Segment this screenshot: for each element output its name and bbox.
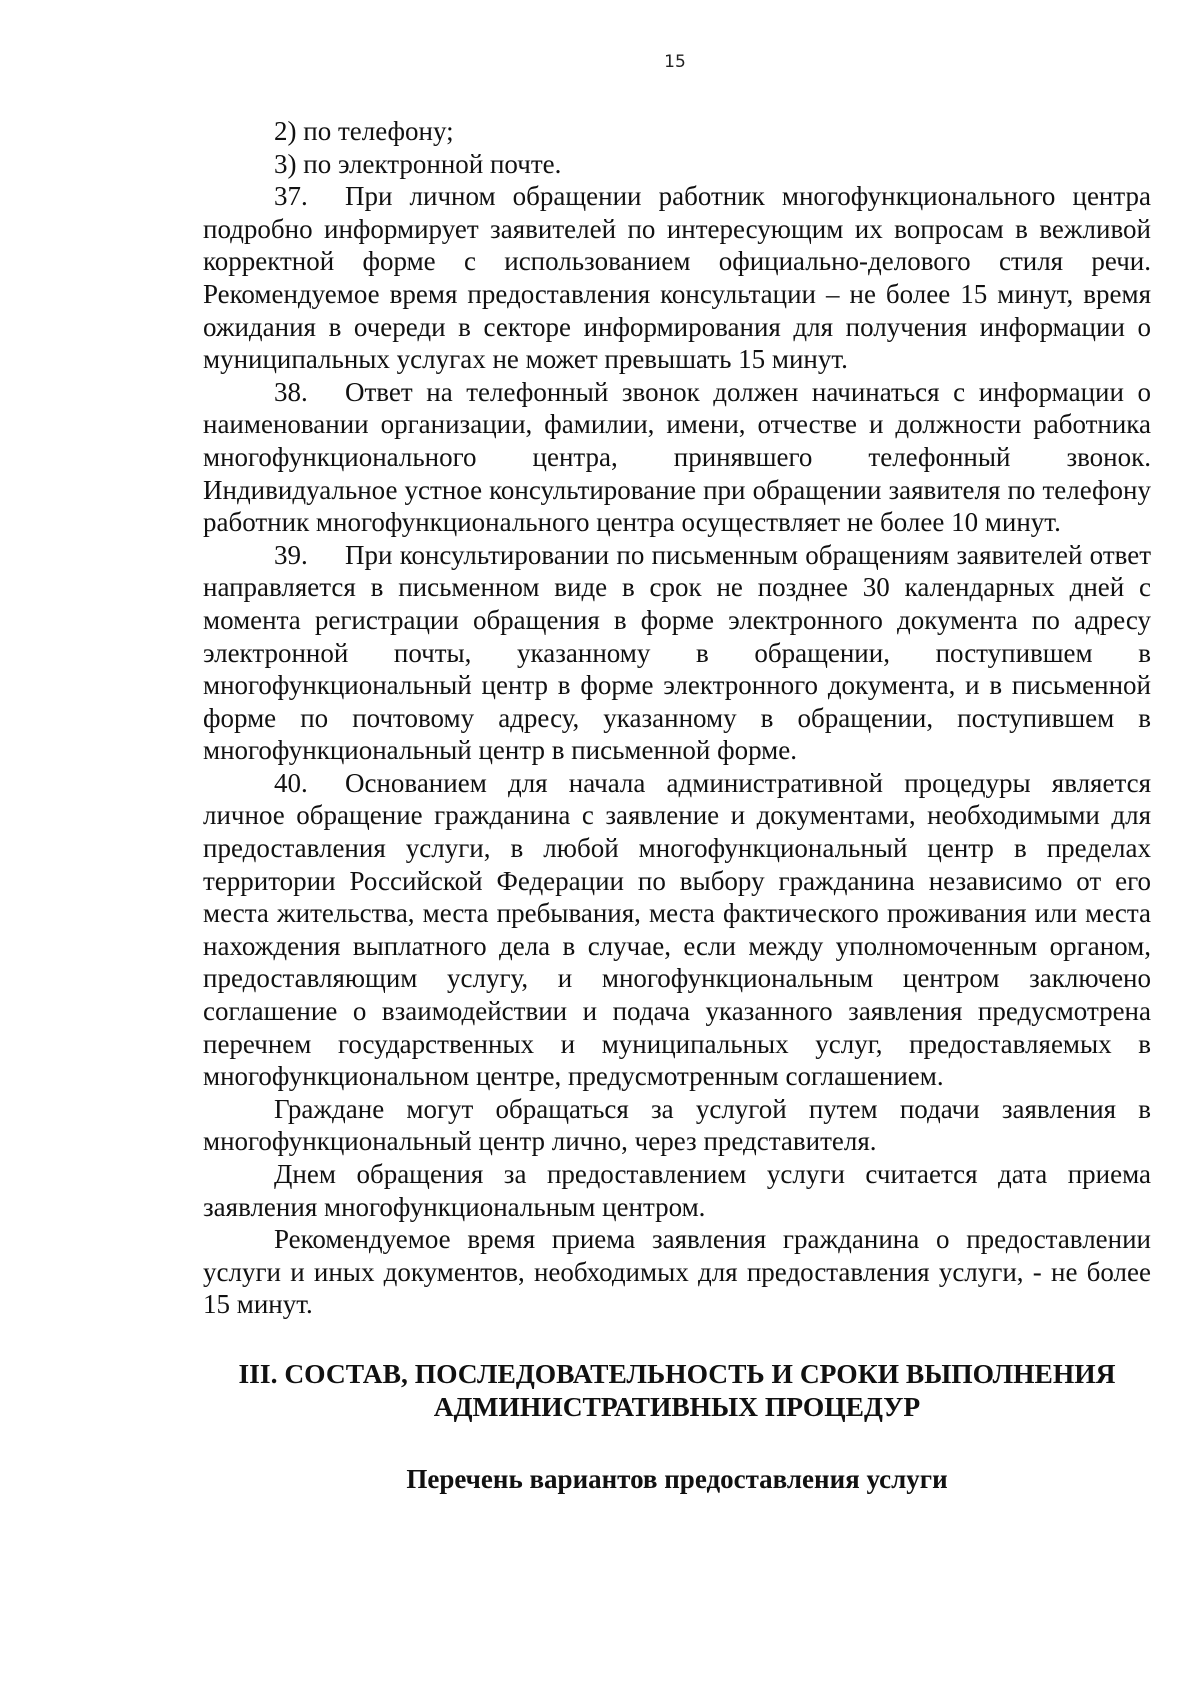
paragraph-recommended-time — [203, 1223, 1151, 1321]
section-heading-line-2: АДМИНИСТРАТИВНЫХ ПРОЦЕДУР — [433, 1390, 921, 1422]
paragraph-39 — [203, 539, 1151, 767]
paragraph-38 — [203, 376, 1151, 539]
document-body — [203, 115, 1151, 1496]
paragraph-text: При личном обращении работник многофункционального центра подробно информирует заявителей по интересующим их вопросам в вежливой корректной форме с использованием официально-делового стиля речи. Рекомендуемое время предоставления консультации – не более 15 минут, время ожидания в очереди в секторе информирования для получения информации о муниципальных услугах не может превышать 15 минут. — [203, 181, 1151, 375]
paragraph-37 — [203, 180, 1151, 376]
paragraph-item-2 — [203, 115, 1151, 148]
section-heading — [203, 1357, 1151, 1423]
subsection-heading: Перечень вариантов предоставления услуги — [406, 1463, 948, 1494]
paragraph-citizens — [203, 1093, 1151, 1158]
paragraph-number: 40. — [274, 767, 308, 798]
paragraph-text: Рекомендуемое время приема заявления гражданина о предоставлении услуги и иных документов, необходимых для предоставления услуги, - не более 15 минут. — [203, 1224, 1151, 1320]
paragraph-text: 2) по телефону; — [274, 116, 454, 146]
page-number: 15 — [664, 52, 686, 72]
paragraph-text: Ответ на телефонный звонок должен начинаться с информации о наименовании организации, фамилии, имени, отчестве и должности работника многофункционального центра, принявшего телефонный звонок. Индивидуальное устное консультирование при обращении заявителя по телефону работник многофункционального центра осуществляет не более 10 минут. — [203, 376, 1151, 538]
section-heading-line-1: III. СОСТАВ, ПОСЛЕДОВАТЕЛЬНОСТЬ И СРОКИ ВЫПОЛНЕНИЯ — [238, 1357, 1116, 1389]
paragraph-application-day — [203, 1158, 1151, 1223]
paragraph-text: Граждане могут обращаться за услугой путем подачи заявления в многофункциональный центр лично, через представителя. — [203, 1093, 1151, 1157]
paragraph-item-3 — [203, 148, 1151, 181]
paragraph-number: 37. — [274, 181, 308, 212]
paragraph-text: 3) по электронной почте. — [274, 148, 562, 179]
paragraph-text: Основанием для начала административной процедуры является личное обращение гражданина с заявление и документами, необходимыми для предоставления услуги, в любой многофункциональный центр в пределах территории Российской Федерации по выбору гражданина независимо от его места жительства, места пребывания, места фактического проживания или места нахождения выплатного дела в случае, если между уполномоченным органом, предоставляющим услугу, и многофункциональным центром заключено соглашение о взаимодействии и подача указанного заявления предусмотрена перечнем государственных и муниципальных услуг, предоставляемых в многофункциональном центре, предусмотренным соглашением. — [203, 767, 1151, 1092]
paragraph-text: При консультировании по письменным обращениям заявителей ответ направляется в письменном виде в срок не позднее 30 календарных дней с момента регистрации обращения в форме электронного документа по адресу электронной почты, указанному в обращении, поступившем в многофункциональный центр в форме электронного документа, и в письменной форме по почтовому адресу, указанному в обращении, поступившем в многофункциональный центр в письменной форме. — [203, 539, 1151, 766]
paragraph-40 — [203, 767, 1151, 1093]
paragraph-text: Днем обращения за предоставлением услуги считается дата приема заявления многофункциональным центром. — [203, 1159, 1151, 1222]
paragraph-number: 39. — [274, 539, 308, 570]
paragraph-number: 38. — [274, 376, 308, 407]
